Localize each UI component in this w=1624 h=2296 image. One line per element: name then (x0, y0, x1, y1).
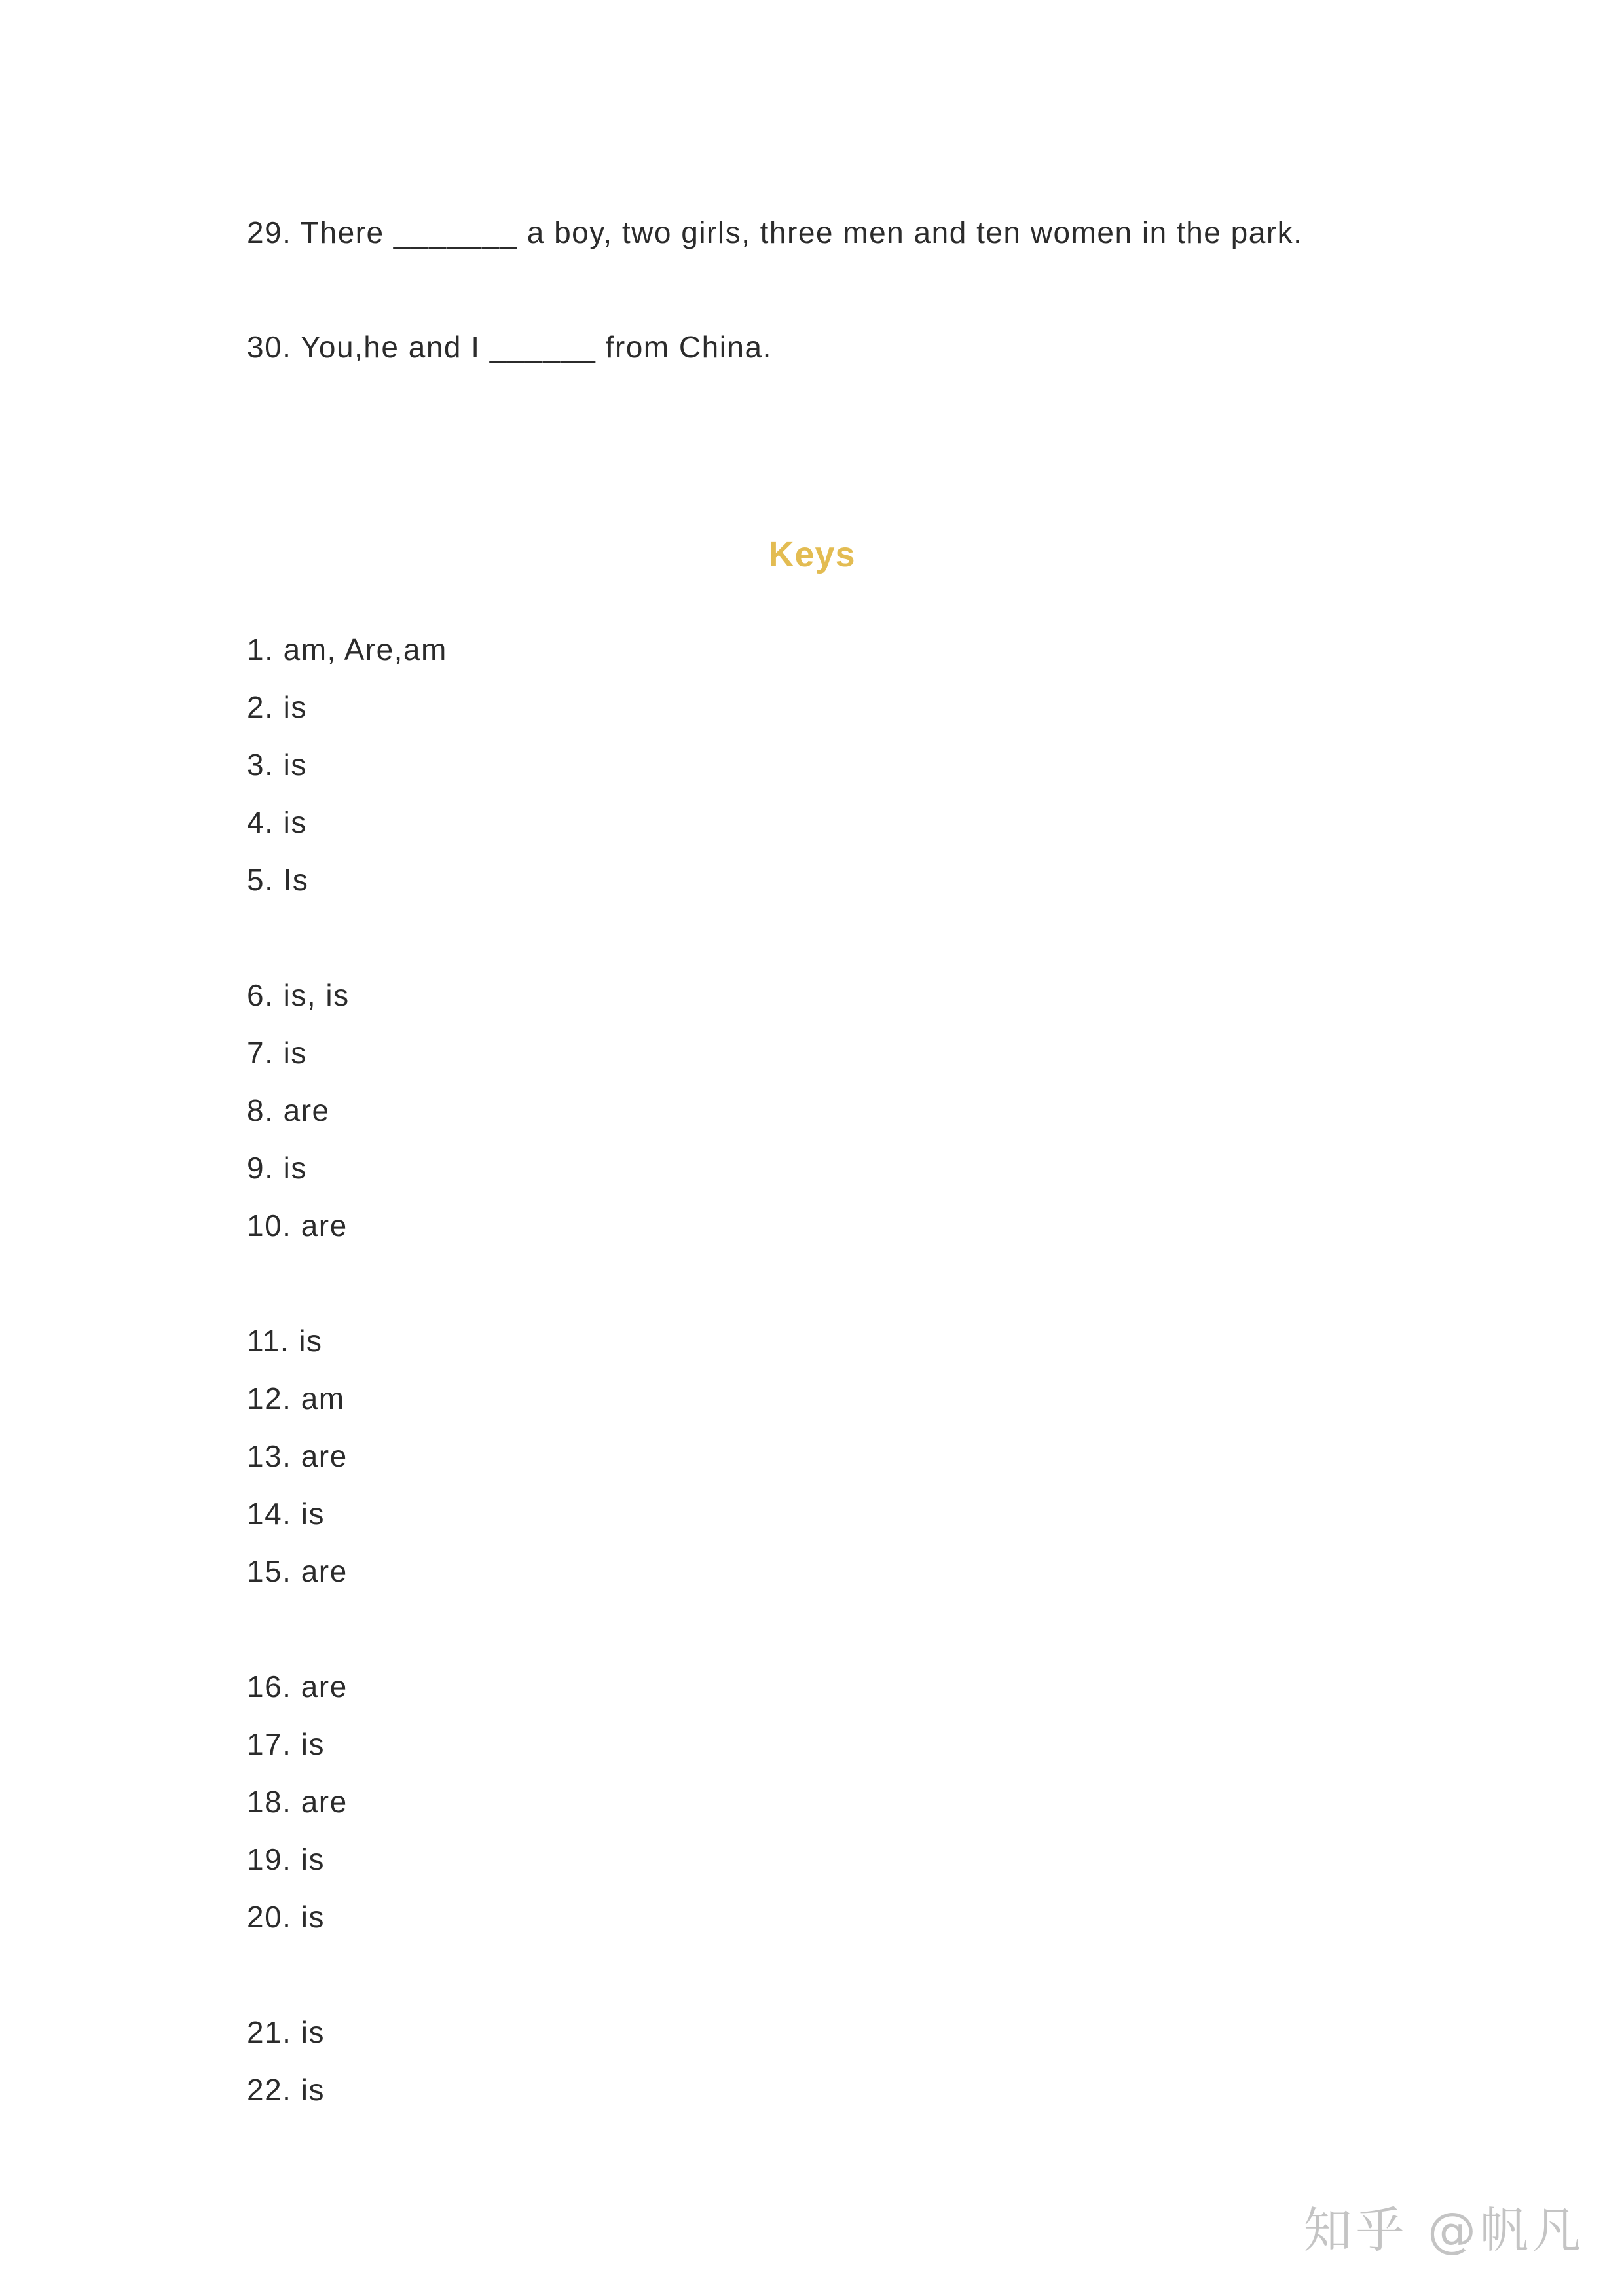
answer-item: 6. is, is (247, 978, 350, 1012)
zhihu-watermark: 知乎 @帆凡 (1303, 2202, 1585, 2259)
answer-item: 19. is (247, 1842, 325, 1876)
answer-item: 8. are (247, 1093, 330, 1127)
answer-item: 9. is (247, 1151, 307, 1185)
answer-item: 20. is (247, 1900, 325, 1934)
answer-item: 18. are (247, 1785, 348, 1819)
answer-item: 2. is (247, 690, 307, 724)
answer-list (247, 621, 447, 2119)
answer-item: 13. are (247, 1439, 348, 1473)
answer-item: 16. are (247, 1669, 348, 1704)
answer-item: 7. is (247, 1036, 307, 1070)
answer-item: 17. is (247, 1727, 325, 1761)
question-29: 29. There _______ a boy, two girls, three men and ten women in the park. (247, 215, 1303, 249)
answer-item: 12. am (247, 1381, 345, 1415)
answer-item: 1. am, Are,am (247, 632, 447, 666)
answer-item: 3. is (247, 748, 307, 782)
answer-item: 11. is (247, 1324, 323, 1358)
keys-heading: Keys (768, 535, 856, 574)
question-30: 30. You,he and I ______ from China. (247, 330, 772, 364)
answer-item: 21. is (247, 2015, 325, 2049)
answer-item: 22. is (247, 2073, 325, 2107)
answer-item: 10. are (247, 1209, 348, 1243)
answer-item: 15. are (247, 1554, 348, 1588)
answer-item: 14. is (247, 1497, 325, 1531)
answer-item: 5. Is (247, 863, 309, 897)
answer-item: 4. is (247, 805, 307, 839)
